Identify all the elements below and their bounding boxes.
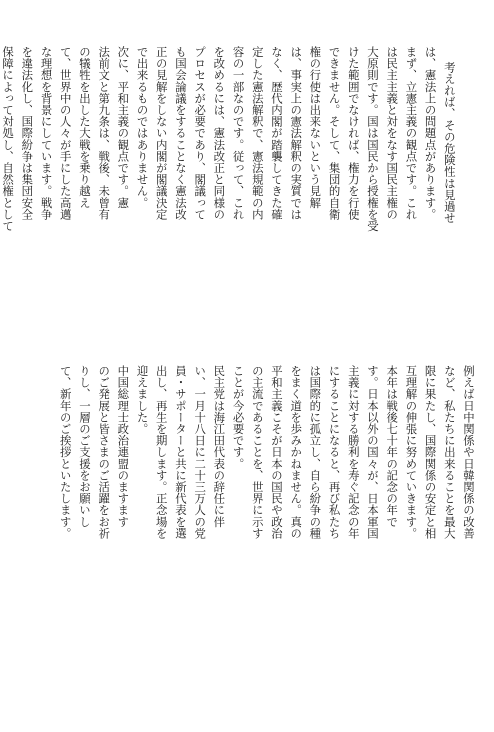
body-text-upper bbox=[0, 46, 478, 318]
upper-text-left: を違法化し、国際紛争は集団安全 保障によって対処し、自然権として bbox=[1, 46, 35, 232]
upper-text-right: 考えれば、その危険性は見過せ は、憲法上の問題点があります。 まず、立憲主義の観点です。これ は民主主義と対をなす国民主権の 大原則です。国は国民から授権を受 けた範囲でなければ、権力を行使 できません。そして、集団的自衛 権の行使は出来ないという見解 は、事実上の憲法解釈の実質では なく、歴代内閣が踏襲してきた確 定した憲法解釈で、憲法規範の内 容の一部なのです。従って、これ を改めるには、憲法改正と同様の プロセスが必要であり、閣議って も国会論議をすることなく憲法改 正の見解をしない内閣が閣議決定 で出来るものではありません。 次に、平和主義の観点です。憲 法前文と第九条は、戦後、未曾有 の犠牲を出した大戦を乗り越え て、世界中の人々が手にした高邁 な理想を背景にしています。戦争 bbox=[39, 46, 457, 232]
body-text-lower: 例えば日中関係や日韓関係の改善 など、私たちに出来ることを最大 限に果たし、国際関係の安定と相 互理解の伸張に努めていきます。 本年は戦後七十年の記念の年で す。日本以外の国々が、日本軍国 主義に対する勝利を寿ぐ記念の年 にすることになると、再び私たち は国際的に孤立し、自ら紛争の種 をまく道を歩みかねません。真の 平和主義こそが日本の国民や政治 の主流であることを、世界に示す ことが今必要です。 民主党は海江田代表の辞任に伴 い、一月十八日に二十三万人の党 員・サポーターと共に新代表を選 出し、再生を期します。正念場を 迎えました。 中国総理士政治連盟のますます のご発展と皆さまのご活躍をお祈 りし、一層のご支援をお願いし て、新年のご挨拶といたします。 bbox=[58, 365, 476, 539]
